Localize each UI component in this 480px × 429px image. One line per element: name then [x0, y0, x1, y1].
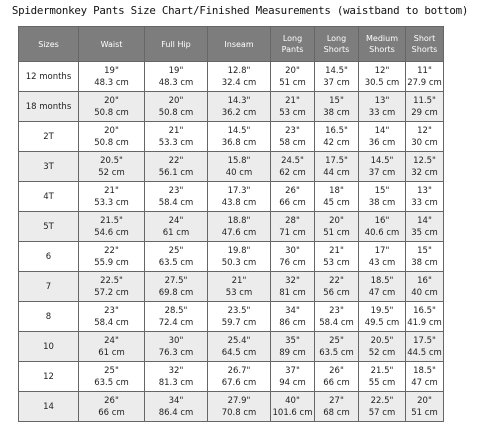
- measurement-cell: [271, 362, 315, 392]
- size-cell: 3T: [19, 152, 79, 182]
- centimeters-value: 70.8 cm: [221, 407, 257, 418]
- measurement-cell: [271, 182, 315, 212]
- centimeters-value: 52 cm: [368, 347, 396, 358]
- inches-value: 24.5": [281, 155, 304, 166]
- centimeters-value: 89 cm: [279, 347, 306, 358]
- measurement-cell: [208, 332, 271, 362]
- measurement-cell: [359, 62, 406, 92]
- measurement-cell: [79, 152, 145, 182]
- header-sizes: Sizes: [19, 27, 79, 62]
- centimeters-value: 61 cm: [98, 347, 125, 358]
- centimeters-value: 53.3 cm: [158, 137, 194, 148]
- measurement-cell: [271, 212, 315, 242]
- inches-value: 19.5": [370, 305, 394, 316]
- measurement-cell: [145, 392, 208, 422]
- inches-value: 25": [168, 245, 184, 256]
- measurement-cell: [145, 122, 208, 152]
- table-row: [19, 152, 444, 182]
- measurement-cell: [359, 242, 406, 272]
- centimeters-value: 47 cm: [368, 287, 396, 298]
- inches-value: 35": [285, 335, 300, 346]
- centimeters-value: 57.2 cm: [94, 287, 129, 298]
- inches-value: 23": [285, 125, 300, 136]
- inches-value: 17": [374, 245, 390, 256]
- centimeters-value: 58.4 cm: [158, 197, 194, 208]
- measurement-cell: [208, 302, 271, 332]
- inches-value: 40": [285, 395, 300, 406]
- centimeters-value: 66 cm: [279, 197, 306, 208]
- measurement-cell: [79, 182, 145, 212]
- inches-value: 20": [329, 215, 344, 226]
- inches-value: 12": [417, 125, 432, 136]
- inches-value: 19.8": [227, 245, 251, 256]
- measurement-cell: [208, 242, 271, 272]
- table-body: [19, 62, 444, 422]
- centimeters-value: 33 cm: [411, 197, 438, 208]
- centimeters-value: 51 cm: [411, 407, 438, 418]
- measurement-cell: [406, 242, 444, 272]
- measurement-cell: [208, 92, 271, 122]
- measurement-cell: [271, 272, 315, 302]
- centimeters-value: 32.4 cm: [221, 77, 257, 88]
- inches-value: 21": [168, 125, 184, 136]
- measurement-cell: [315, 302, 359, 332]
- measurement-cell: [359, 332, 406, 362]
- measurement-cell: [315, 392, 359, 422]
- centimeters-value: 61 cm: [162, 227, 190, 238]
- centimeters-value: 86.4 cm: [158, 407, 194, 418]
- centimeters-value: 54.6 cm: [94, 227, 129, 238]
- inches-value: 20": [168, 95, 184, 106]
- centimeters-value: 42 cm: [323, 137, 350, 148]
- inches-value: 13": [417, 185, 432, 196]
- measurement-cell: [271, 242, 315, 272]
- centimeters-value: 94 cm: [279, 377, 306, 388]
- centimeters-value: 68 cm: [323, 407, 350, 418]
- inches-value: 16.5": [325, 125, 348, 136]
- centimeters-value: 38 cm: [411, 257, 438, 268]
- measurement-cell: [271, 122, 315, 152]
- centimeters-value: 47 cm: [411, 377, 438, 388]
- inches-value: 32": [168, 365, 184, 376]
- inches-value: 15": [329, 95, 344, 106]
- centimeters-value: 55.9 cm: [94, 257, 129, 268]
- centimeters-value: 56 cm: [323, 287, 350, 298]
- centimeters-value: 40 cm: [225, 167, 253, 178]
- measurement-cell: [359, 92, 406, 122]
- centimeters-value: 38 cm: [323, 107, 350, 118]
- measurement-cell: [208, 62, 271, 92]
- inches-value: 37": [285, 365, 300, 376]
- centimeters-value: 43 cm: [368, 257, 396, 268]
- measurement-cell: [315, 362, 359, 392]
- measurement-cell: [359, 122, 406, 152]
- centimeters-value: 35 cm: [411, 227, 438, 238]
- measurement-cell: [315, 212, 359, 242]
- inches-value: 16": [374, 215, 390, 226]
- centimeters-value: 53 cm: [323, 257, 350, 268]
- measurement-cell: [79, 62, 145, 92]
- centimeters-value: 63.5 cm: [94, 377, 129, 388]
- inches-value: 30": [285, 245, 300, 256]
- table-row: [19, 62, 444, 92]
- centimeters-value: 56.1 cm: [158, 167, 194, 178]
- measurement-cell: [315, 152, 359, 182]
- inches-value: 23": [104, 305, 119, 316]
- table-row: [19, 122, 444, 152]
- measurement-cell: [79, 362, 145, 392]
- measurement-cell: [145, 92, 208, 122]
- measurement-cell: [79, 332, 145, 362]
- inches-value: 25": [329, 335, 344, 346]
- measurement-cell: [406, 392, 444, 422]
- measurement-cell: [145, 182, 208, 212]
- centimeters-value: 53.3 cm: [94, 197, 129, 208]
- size-cell: 2T: [19, 122, 79, 152]
- inches-value: 17.3": [227, 185, 251, 196]
- inches-value: 23": [329, 305, 344, 316]
- centimeters-value: 67.6 cm: [221, 377, 257, 388]
- centimeters-value: 64.5 cm: [221, 347, 257, 358]
- inches-value: 20": [285, 65, 300, 76]
- centimeters-value: 86 cm: [279, 317, 306, 328]
- measurement-cell: [271, 92, 315, 122]
- inches-value: 13": [374, 95, 390, 106]
- centimeters-value: 72.4 cm: [158, 317, 194, 328]
- inches-value: 16.5": [413, 305, 436, 316]
- inches-value: 22.5": [370, 395, 394, 406]
- measurement-cell: [359, 152, 406, 182]
- inches-value: 21": [329, 245, 344, 256]
- header-medium-shorts: Medium Shorts: [359, 27, 406, 62]
- inches-value: 20": [417, 395, 432, 406]
- inches-value: 26.7": [227, 365, 251, 376]
- size-cell: 5T: [19, 212, 79, 242]
- measurement-cell: [315, 92, 359, 122]
- measurement-cell: [406, 122, 444, 152]
- inches-value: 24": [104, 335, 119, 346]
- measurement-cell: [145, 332, 208, 362]
- header-full-hip: Full Hip: [145, 27, 208, 62]
- measurement-cell: [79, 392, 145, 422]
- inches-value: 17.5": [325, 155, 348, 166]
- inches-value: 14.3": [227, 95, 251, 106]
- inches-value: 14": [417, 215, 432, 226]
- inches-value: 11.5": [413, 95, 436, 106]
- measurement-cell: [406, 182, 444, 212]
- inches-value: 21": [104, 185, 119, 196]
- centimeters-value: 66 cm: [323, 377, 350, 388]
- inches-value: 22": [104, 245, 119, 256]
- size-cell: 6: [19, 242, 79, 272]
- size-cell: 12 months: [19, 62, 79, 92]
- measurement-cell: [359, 392, 406, 422]
- inches-value: 21": [285, 95, 300, 106]
- inches-value: 28": [285, 215, 300, 226]
- centimeters-value: 40.6 cm: [364, 227, 400, 238]
- inches-value: 14.5": [370, 155, 394, 166]
- measurement-cell: [145, 242, 208, 272]
- inches-value: 12.8": [227, 65, 251, 76]
- centimeters-value: 36.2 cm: [221, 107, 257, 118]
- inches-value: 26": [329, 365, 344, 376]
- inches-value: 27.9": [227, 395, 251, 406]
- inches-value: 14": [374, 125, 390, 136]
- centimeters-value: 50.8 cm: [94, 107, 129, 118]
- table-row: [19, 92, 444, 122]
- centimeters-value: 44 cm: [323, 167, 350, 178]
- inches-value: 15": [417, 245, 432, 256]
- measurement-cell: [145, 302, 208, 332]
- inches-value: 21.5": [370, 365, 394, 376]
- inches-value: 22.5": [100, 275, 123, 286]
- measurement-cell: [145, 152, 208, 182]
- measurement-cell: [406, 302, 444, 332]
- inches-value: 20": [104, 95, 119, 106]
- measurement-cell: [359, 302, 406, 332]
- inches-value: 19": [104, 65, 119, 76]
- inches-value: 15": [374, 185, 390, 196]
- measurement-cell: [208, 152, 271, 182]
- centimeters-value: 30 cm: [411, 137, 438, 148]
- inches-value: 19": [168, 65, 184, 76]
- centimeters-value: 29 cm: [411, 107, 438, 118]
- header-long-pants: Long Pants: [271, 27, 315, 62]
- measurement-cell: [406, 332, 444, 362]
- measurement-cell: [271, 392, 315, 422]
- inches-value: 15.8": [227, 155, 251, 166]
- centimeters-value: 76.3 cm: [158, 347, 194, 358]
- centimeters-value: 53 cm: [279, 107, 306, 118]
- measurement-cell: [406, 362, 444, 392]
- size-cell: 8: [19, 302, 79, 332]
- inches-value: 18.8": [227, 215, 251, 226]
- centimeters-value: 50.8 cm: [94, 137, 129, 148]
- measurement-cell: [315, 272, 359, 302]
- header-short-shorts: Short Shorts: [406, 27, 444, 62]
- centimeters-value: 55 cm: [368, 377, 396, 388]
- centimeters-value: 45 cm: [323, 197, 350, 208]
- centimeters-value: 58.4 cm: [319, 317, 354, 328]
- centimeters-value: 51 cm: [323, 227, 350, 238]
- centimeters-value: 50.3 cm: [221, 257, 257, 268]
- inches-value: 14.5": [325, 65, 348, 76]
- measurement-cell: [79, 272, 145, 302]
- measurement-cell: [406, 92, 444, 122]
- centimeters-value: 63.5 cm: [319, 347, 354, 358]
- inches-value: 30": [168, 335, 184, 346]
- centimeters-value: 62 cm: [279, 167, 306, 178]
- measurement-cell: [145, 62, 208, 92]
- centimeters-value: 57 cm: [368, 407, 396, 418]
- inches-value: 27.5": [164, 275, 188, 286]
- centimeters-value: 71 cm: [279, 227, 306, 238]
- measurement-cell: [208, 362, 271, 392]
- centimeters-value: 38 cm: [368, 197, 396, 208]
- table-row: [19, 242, 444, 272]
- measurement-cell: [359, 272, 406, 302]
- inches-value: 20": [104, 125, 119, 136]
- size-cell: 18 months: [19, 92, 79, 122]
- centimeters-value: 32 cm: [411, 167, 438, 178]
- centimeters-value: 36 cm: [368, 137, 396, 148]
- table-row: [19, 362, 444, 392]
- centimeters-value: 59.7 cm: [221, 317, 257, 328]
- centimeters-value: 37 cm: [368, 167, 396, 178]
- inches-value: 18": [329, 185, 344, 196]
- inches-value: 22": [168, 155, 184, 166]
- table-row: [19, 302, 444, 332]
- inches-value: 17.5": [413, 335, 436, 346]
- page-title: Spidermonkey Pants Size Chart/Finished Measurements (waistband to bottom): [11, 4, 469, 17]
- inches-value: 18.5": [413, 365, 436, 376]
- inches-value: 28.5": [164, 305, 188, 316]
- inches-value: 20.5": [100, 155, 123, 166]
- measurement-cell: [145, 272, 208, 302]
- centimeters-value: 53 cm: [225, 287, 253, 298]
- inches-value: 18.5": [370, 275, 394, 286]
- centimeters-value: 69.8 cm: [158, 287, 194, 298]
- measurement-cell: [315, 332, 359, 362]
- header-waist: Waist: [79, 27, 145, 62]
- centimeters-value: 47.6 cm: [221, 227, 257, 238]
- centimeters-value: 66 cm: [98, 407, 125, 418]
- measurement-cell: [208, 182, 271, 212]
- table-row: [19, 392, 444, 422]
- measurement-cell: [79, 242, 145, 272]
- centimeters-value: 51 cm: [279, 77, 306, 88]
- centimeters-value: 81.3 cm: [158, 377, 194, 388]
- inches-value: 27": [329, 395, 344, 406]
- centimeters-value: 40 cm: [411, 287, 438, 298]
- centimeters-value: 58.4 cm: [94, 317, 129, 328]
- measurement-cell: [271, 332, 315, 362]
- inches-value: 26": [104, 395, 119, 406]
- measurement-cell: [406, 272, 444, 302]
- inches-value: 34": [168, 395, 184, 406]
- centimeters-value: 52 cm: [98, 167, 125, 178]
- inches-value: 22": [329, 275, 344, 286]
- centimeters-value: 48.3 cm: [94, 77, 129, 88]
- measurement-cell: [271, 152, 315, 182]
- measurement-cell: [271, 62, 315, 92]
- header-row: [19, 27, 444, 62]
- centimeters-value: 37 cm: [323, 77, 350, 88]
- table-row: [19, 272, 444, 302]
- inches-value: 23": [168, 185, 184, 196]
- inches-value: 20.5": [370, 335, 394, 346]
- measurement-cell: [359, 212, 406, 242]
- centimeters-value: 81 cm: [279, 287, 306, 298]
- measurement-cell: [406, 152, 444, 182]
- inches-value: 12.5": [413, 155, 436, 166]
- measurement-cell: [359, 362, 406, 392]
- table-row: [19, 212, 444, 242]
- inches-value: 12": [374, 65, 390, 76]
- size-cell: 12: [19, 362, 79, 392]
- measurement-cell: [208, 392, 271, 422]
- centimeters-value: 41.9 cm: [407, 317, 442, 328]
- inches-value: 25.4": [227, 335, 251, 346]
- header-long-shorts: Long Shorts: [315, 27, 359, 62]
- size-chart-table: [18, 26, 444, 422]
- inches-value: 23.5": [227, 305, 251, 316]
- centimeters-value: 48.3 cm: [158, 77, 194, 88]
- size-cell: 14: [19, 392, 79, 422]
- centimeters-value: 44.5 cm: [407, 347, 442, 358]
- measurement-cell: [208, 122, 271, 152]
- inches-value: 26": [285, 185, 300, 196]
- measurement-cell: [406, 62, 444, 92]
- measurement-cell: [359, 182, 406, 212]
- centimeters-value: 101.6 cm: [272, 407, 313, 418]
- measurement-cell: [315, 242, 359, 272]
- centimeters-value: 36.8 cm: [221, 137, 257, 148]
- centimeters-value: 76 cm: [279, 257, 306, 268]
- measurement-cell: [315, 122, 359, 152]
- size-cell: 7: [19, 272, 79, 302]
- measurement-cell: [79, 302, 145, 332]
- size-cell: 4T: [19, 182, 79, 212]
- centimeters-value: 50.8 cm: [158, 107, 194, 118]
- centimeters-value: 58 cm: [279, 137, 306, 148]
- table-row: [19, 182, 444, 212]
- measurement-cell: [79, 212, 145, 242]
- measurement-cell: [79, 122, 145, 152]
- centimeters-value: 27.9 cm: [407, 77, 442, 88]
- measurement-cell: [315, 182, 359, 212]
- table-row: [19, 332, 444, 362]
- centimeters-value: 43.8 cm: [221, 197, 257, 208]
- measurement-cell: [145, 212, 208, 242]
- header-inseam: Inseam: [208, 27, 271, 62]
- inches-value: 14.5": [227, 125, 251, 136]
- inches-value: 24": [168, 215, 184, 226]
- inches-value: 11": [417, 65, 432, 76]
- size-cell: 10: [19, 332, 79, 362]
- inches-value: 32": [285, 275, 300, 286]
- measurement-cell: [315, 62, 359, 92]
- inches-value: 34": [285, 305, 300, 316]
- centimeters-value: 63.5 cm: [158, 257, 194, 268]
- inches-value: 16": [417, 275, 432, 286]
- measurement-cell: [145, 362, 208, 392]
- inches-value: 25": [104, 365, 119, 376]
- centimeters-value: 30.5 cm: [364, 77, 400, 88]
- measurement-cell: [406, 212, 444, 242]
- inches-value: 21.5": [100, 215, 123, 226]
- measurement-cell: [271, 302, 315, 332]
- measurement-cell: [79, 92, 145, 122]
- centimeters-value: 49.5 cm: [364, 317, 400, 328]
- centimeters-value: 33 cm: [368, 107, 396, 118]
- measurement-cell: [208, 212, 271, 242]
- measurement-cell: [208, 272, 271, 302]
- inches-value: 21": [231, 275, 247, 286]
